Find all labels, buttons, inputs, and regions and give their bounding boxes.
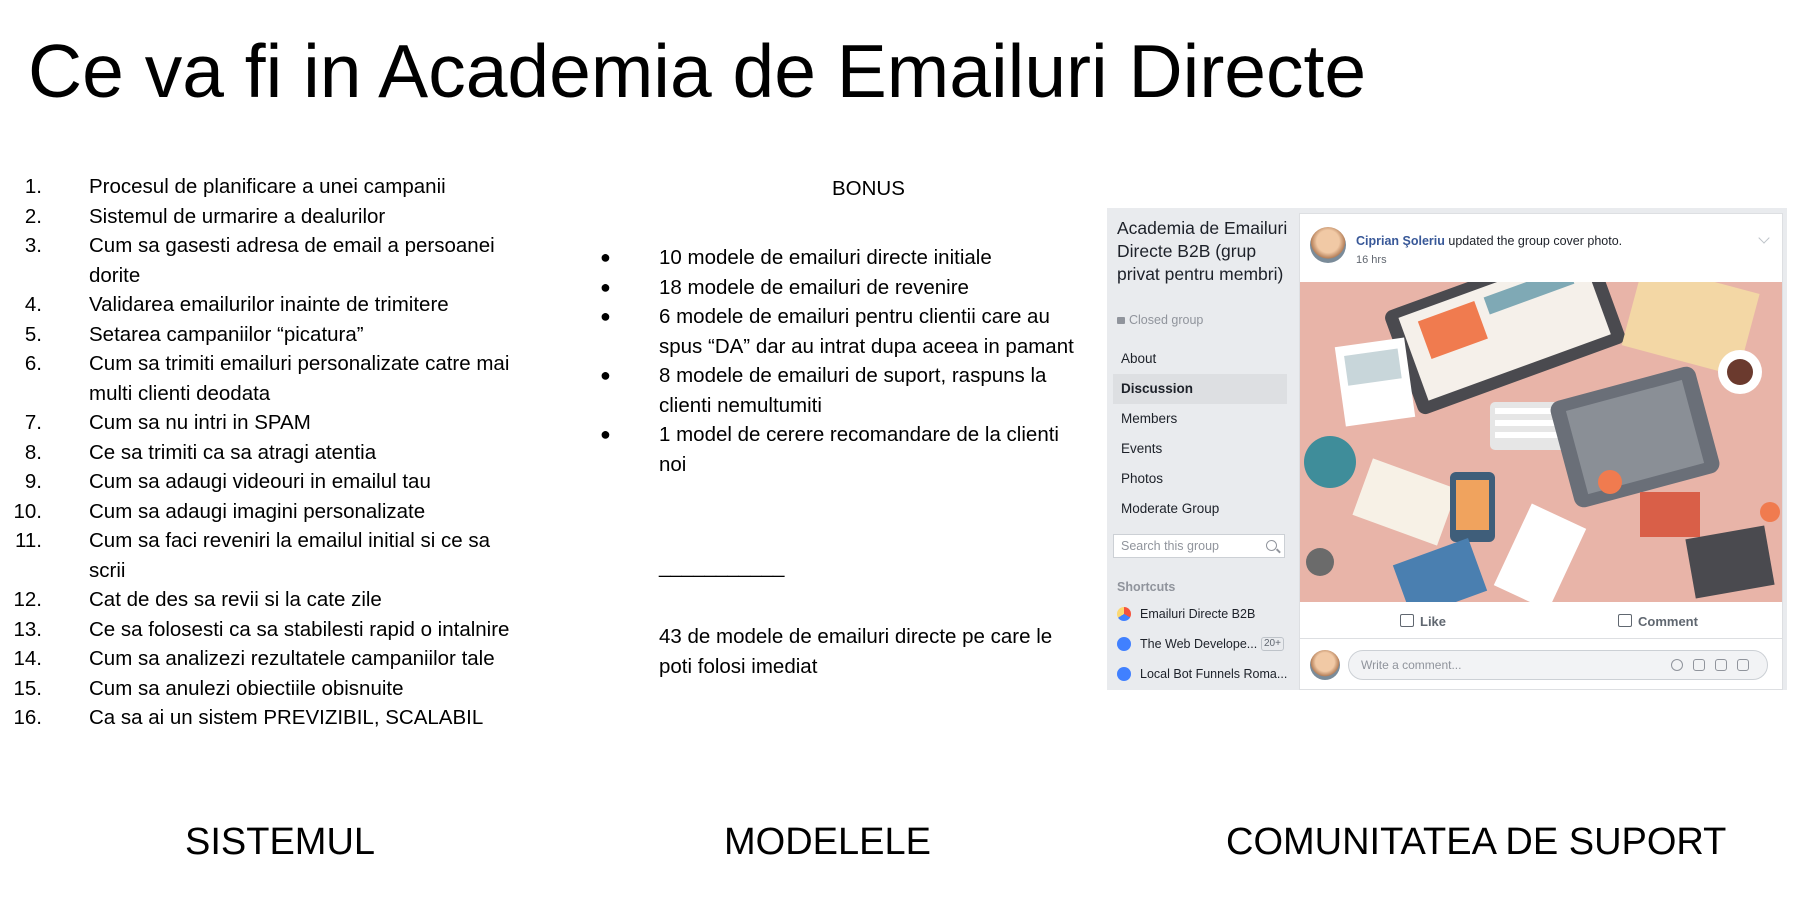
list-item — [0, 674, 520, 704]
item-text: Cum sa gasesti adresa de email a persoanei dorite — [89, 234, 495, 287]
list-item — [596, 302, 1086, 361]
shortcut-label: The Web Develope... — [1140, 637, 1258, 651]
post-timestamp[interactable]: 16 hrs — [1356, 254, 1387, 266]
item-text: Ce sa folosesti ca sa stabilesti rapid o intalnire — [89, 617, 510, 641]
group-icon — [1117, 637, 1131, 651]
comment-placeholder: Write a comment... — [1361, 658, 1462, 672]
item-text: 1 model de cerere recomandare de la clienti noi — [659, 423, 1059, 476]
list-item — [0, 615, 520, 645]
list-item — [0, 526, 520, 585]
item-number: 7. — [24, 411, 42, 434]
group-nav — [1113, 344, 1287, 524]
facebook-group-screenshot — [1107, 208, 1787, 690]
list-item — [0, 467, 520, 497]
list-item — [596, 361, 1086, 420]
bullet-icon: ● — [600, 306, 611, 326]
privacy-label: Closed group — [1129, 313, 1204, 327]
bullet-icon: ● — [600, 247, 611, 267]
list-item — [596, 420, 1086, 479]
sistem-list — [0, 172, 520, 733]
item-number: 5. — [24, 322, 42, 346]
item-number: 16. — [13, 706, 42, 729]
list-item — [596, 273, 1086, 303]
sticker-icon[interactable] — [1737, 659, 1749, 671]
list-item — [0, 438, 520, 468]
group-post — [1299, 213, 1783, 690]
item-text: Validarea emailurilor inainte de trimitere — [89, 293, 449, 316]
shortcut-item[interactable] — [1117, 599, 1289, 629]
nav-item-events[interactable]: Events — [1121, 441, 1163, 456]
desk-illustration — [1300, 282, 1782, 602]
bonus-heading: BONUS — [832, 177, 905, 200]
item-text: Cum sa trimiti emailuri personalizate catre mai multi clienti deodata — [89, 352, 510, 405]
item-text: Cum sa analizezi rezultatele campaniilor tale — [89, 647, 495, 670]
group-name[interactable]: Academia de Emailuri Directe B2B (grup privat pentru membri) — [1117, 218, 1288, 284]
post-actions — [1300, 610, 1782, 639]
item-number: 2. — [24, 204, 42, 228]
item-text: 18 modele de emailuri de revenire — [659, 275, 969, 299]
caption-sistemul: SISTEMUL — [185, 821, 376, 863]
item-number: 9. — [24, 470, 42, 493]
item-text: Setarea campaniilor “picatura” — [89, 322, 364, 346]
list-item — [0, 585, 520, 615]
item-text: Procesul de planificare a unei campanii — [89, 175, 446, 198]
avatar[interactable] — [1310, 227, 1346, 263]
like-button[interactable] — [1400, 614, 1446, 629]
item-text: Cum sa adaugi imagini personalizate — [89, 499, 426, 523]
item-text: 6 modele de emailuri pentru clientii care au spus “DA” dar au intrat dupa aceea in pamant — [659, 305, 1074, 358]
item-number: 4. — [24, 293, 42, 316]
shortcut-item[interactable] — [1117, 659, 1289, 689]
nav-item-discussion[interactable]: Discussion — [1113, 374, 1287, 404]
camera-icon[interactable] — [1693, 659, 1705, 671]
group-icon — [1117, 607, 1131, 621]
comment-composer — [1300, 646, 1782, 686]
list-item — [0, 320, 520, 350]
nav-item-members[interactable]: Members — [1121, 411, 1178, 426]
separator-line: ___________ — [659, 555, 785, 578]
shortcut-label: Local Bot Funnels Roma... — [1140, 667, 1288, 681]
list-item — [0, 644, 520, 674]
group-privacy — [1117, 313, 1203, 327]
caption-comunitatea: COMUNITATEA DE SUPORT — [1226, 821, 1727, 863]
item-text: 8 modele de emailuri de suport, raspuns la clienti nemultumiti — [659, 364, 1047, 417]
item-number: 11. — [15, 529, 42, 552]
item-text: Ca sa ai un sistem PREVIZIBIL, SCALABIL — [89, 706, 484, 729]
comment-label: Comment — [1638, 614, 1698, 629]
cover-photo[interactable] — [1300, 282, 1782, 602]
emoji-icon[interactable] — [1671, 659, 1683, 671]
item-number: 10. — [13, 499, 42, 523]
bullet-icon: ● — [600, 276, 611, 297]
group-search-input[interactable] — [1113, 534, 1285, 558]
list-item — [0, 349, 520, 408]
page-title: Ce va fi in Academia de Emailuri Directe — [28, 29, 1367, 113]
shortcuts-heading: Shortcuts — [1117, 580, 1176, 594]
item-number: 15. — [13, 676, 42, 700]
item-text: Sistemul de urmarire a dealurilor — [89, 204, 386, 228]
item-text: Cat de des sa revii si la cate zile — [89, 588, 382, 611]
nav-item-about[interactable]: About — [1121, 351, 1157, 366]
list-item — [0, 408, 520, 438]
item-number: 3. — [24, 234, 42, 257]
item-text: 10 modele de emailuri directe initiale — [659, 246, 992, 269]
post-author-link[interactable]: Ciprian Şoleriu — [1356, 234, 1445, 248]
item-text: Cum sa faci reveniri la emailul initial si ce sa scrii — [89, 529, 491, 582]
comment-input[interactable] — [1348, 650, 1768, 680]
gif-icon[interactable] — [1715, 659, 1727, 671]
speech-bubble-icon — [1618, 614, 1632, 627]
group-sidebar — [1107, 208, 1293, 690]
item-number: 6. — [24, 352, 42, 375]
item-number: 12. — [13, 588, 42, 611]
list-item — [596, 243, 1086, 273]
count-badge: 20+ — [1261, 637, 1284, 651]
comment-button[interactable] — [1618, 614, 1698, 629]
item-text: Cum sa adaugi videouri in emailul tau — [89, 470, 431, 493]
bullet-icon: ● — [600, 365, 611, 385]
post-action-text: updated the group cover photo. — [1448, 234, 1623, 248]
lock-icon — [1117, 317, 1125, 324]
item-text: Cum sa nu intri in SPAM — [89, 411, 311, 434]
item-number: 8. — [24, 440, 42, 464]
chevron-down-icon[interactable] — [1758, 232, 1769, 243]
list-item — [0, 290, 520, 320]
item-number: 14. — [13, 647, 42, 670]
item-text: Ce sa trimiti ca sa atragi atentia — [89, 440, 377, 464]
item-number: 1. — [24, 175, 42, 198]
nav-item-moderate-group[interactable]: Moderate Group — [1121, 501, 1220, 516]
item-text: Cum sa anulezi obiectiile obisnuite — [89, 676, 404, 700]
shortcut-item[interactable] — [1117, 629, 1289, 659]
bonus-total: 43 de modele de emailuri directe pe care le poti folosi imediat — [659, 625, 1053, 678]
item-number: 13. — [13, 617, 42, 641]
search-icon — [1266, 540, 1277, 551]
group-icon — [1117, 667, 1131, 681]
list-item — [0, 703, 520, 733]
bullet-icon: ● — [600, 424, 611, 444]
list-item — [0, 172, 520, 202]
like-label: Like — [1420, 614, 1447, 629]
list-item — [0, 497, 520, 527]
post-header — [1356, 234, 1622, 248]
thumbs-up-icon — [1400, 614, 1414, 627]
caption-modelele: MODELELE — [724, 821, 931, 863]
nav-item-photos[interactable]: Photos — [1121, 471, 1164, 486]
bonus-list — [596, 243, 1086, 479]
search-placeholder: Search this group — [1121, 539, 1219, 553]
shortcut-label: Emailuri Directe B2B — [1140, 607, 1256, 621]
list-item — [0, 231, 520, 290]
list-item — [0, 202, 520, 232]
shortcuts-list — [1117, 599, 1289, 689]
avatar — [1310, 650, 1340, 680]
